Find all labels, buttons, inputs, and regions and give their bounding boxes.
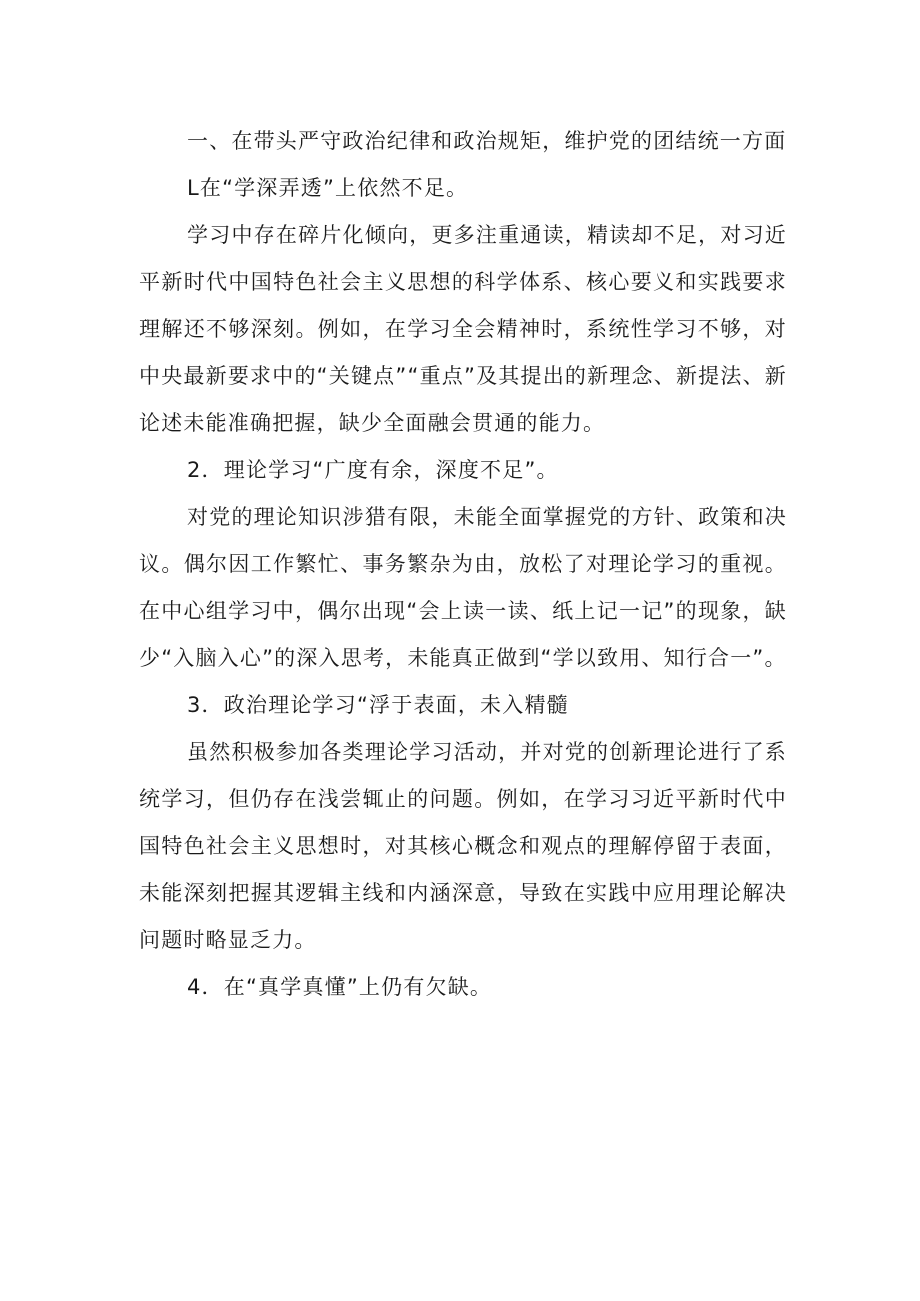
body-paragraph-2: 对党的理论知识涉猎有限，未能全面掌握党的方针、政策和决议。偶尔因工作繁忙、事务繁杂为由，放松了对理论学习的重视。在中心组学习中，偶尔出现“会上读一读、纸上记一记”的现象，缺少“入脑入心”的深入思考，未能真正做到“学以致用、知行合一”。 — [139, 505, 787, 670]
item-heading-1: L在“学深弄透”上依然不足。 — [187, 176, 469, 200]
item-heading-4: 4．在“真学真懂”上仍有欠缺。 — [187, 975, 493, 999]
item-heading-2: 2．理论学习“广度有余，深度不足”。 — [187, 458, 559, 482]
body-paragraph-1: 学习中存在碎片化倾向，更多注重通读，精读却不足，对习近平新时代中国特色社会主义思想的科学体系、核心要义和实践要求理解还不够深刻。例如，在学习全会精神时，系统性学习不够，对中央最新要求中的“关键点”“重点”及其提出的新理念、新提法、新论述未能准确把握，缺少全面融会贯通的能力。 — [139, 223, 787, 435]
item-heading-3: 3．政治理论学习“浮于表面，未入精髓 — [187, 693, 569, 717]
document-body — [139, 118, 787, 1011]
body-paragraph-3: 虽然积极参加各类理论学习活动，并对党的创新理论进行了系统学习，但仍存在浅尝辄止的问题。例如，在学习习近平新时代中国特色社会主义思想时，对其核心概念和观点的理解停留于表面，未能深刻把握其逻辑主线和内涵深意，导致在实践中应用理论解决问题时略显乏力。 — [139, 740, 787, 952]
section-heading: 一、在带头严守政治纪律和政治规矩，维护党的团结统一方面 — [187, 129, 787, 153]
